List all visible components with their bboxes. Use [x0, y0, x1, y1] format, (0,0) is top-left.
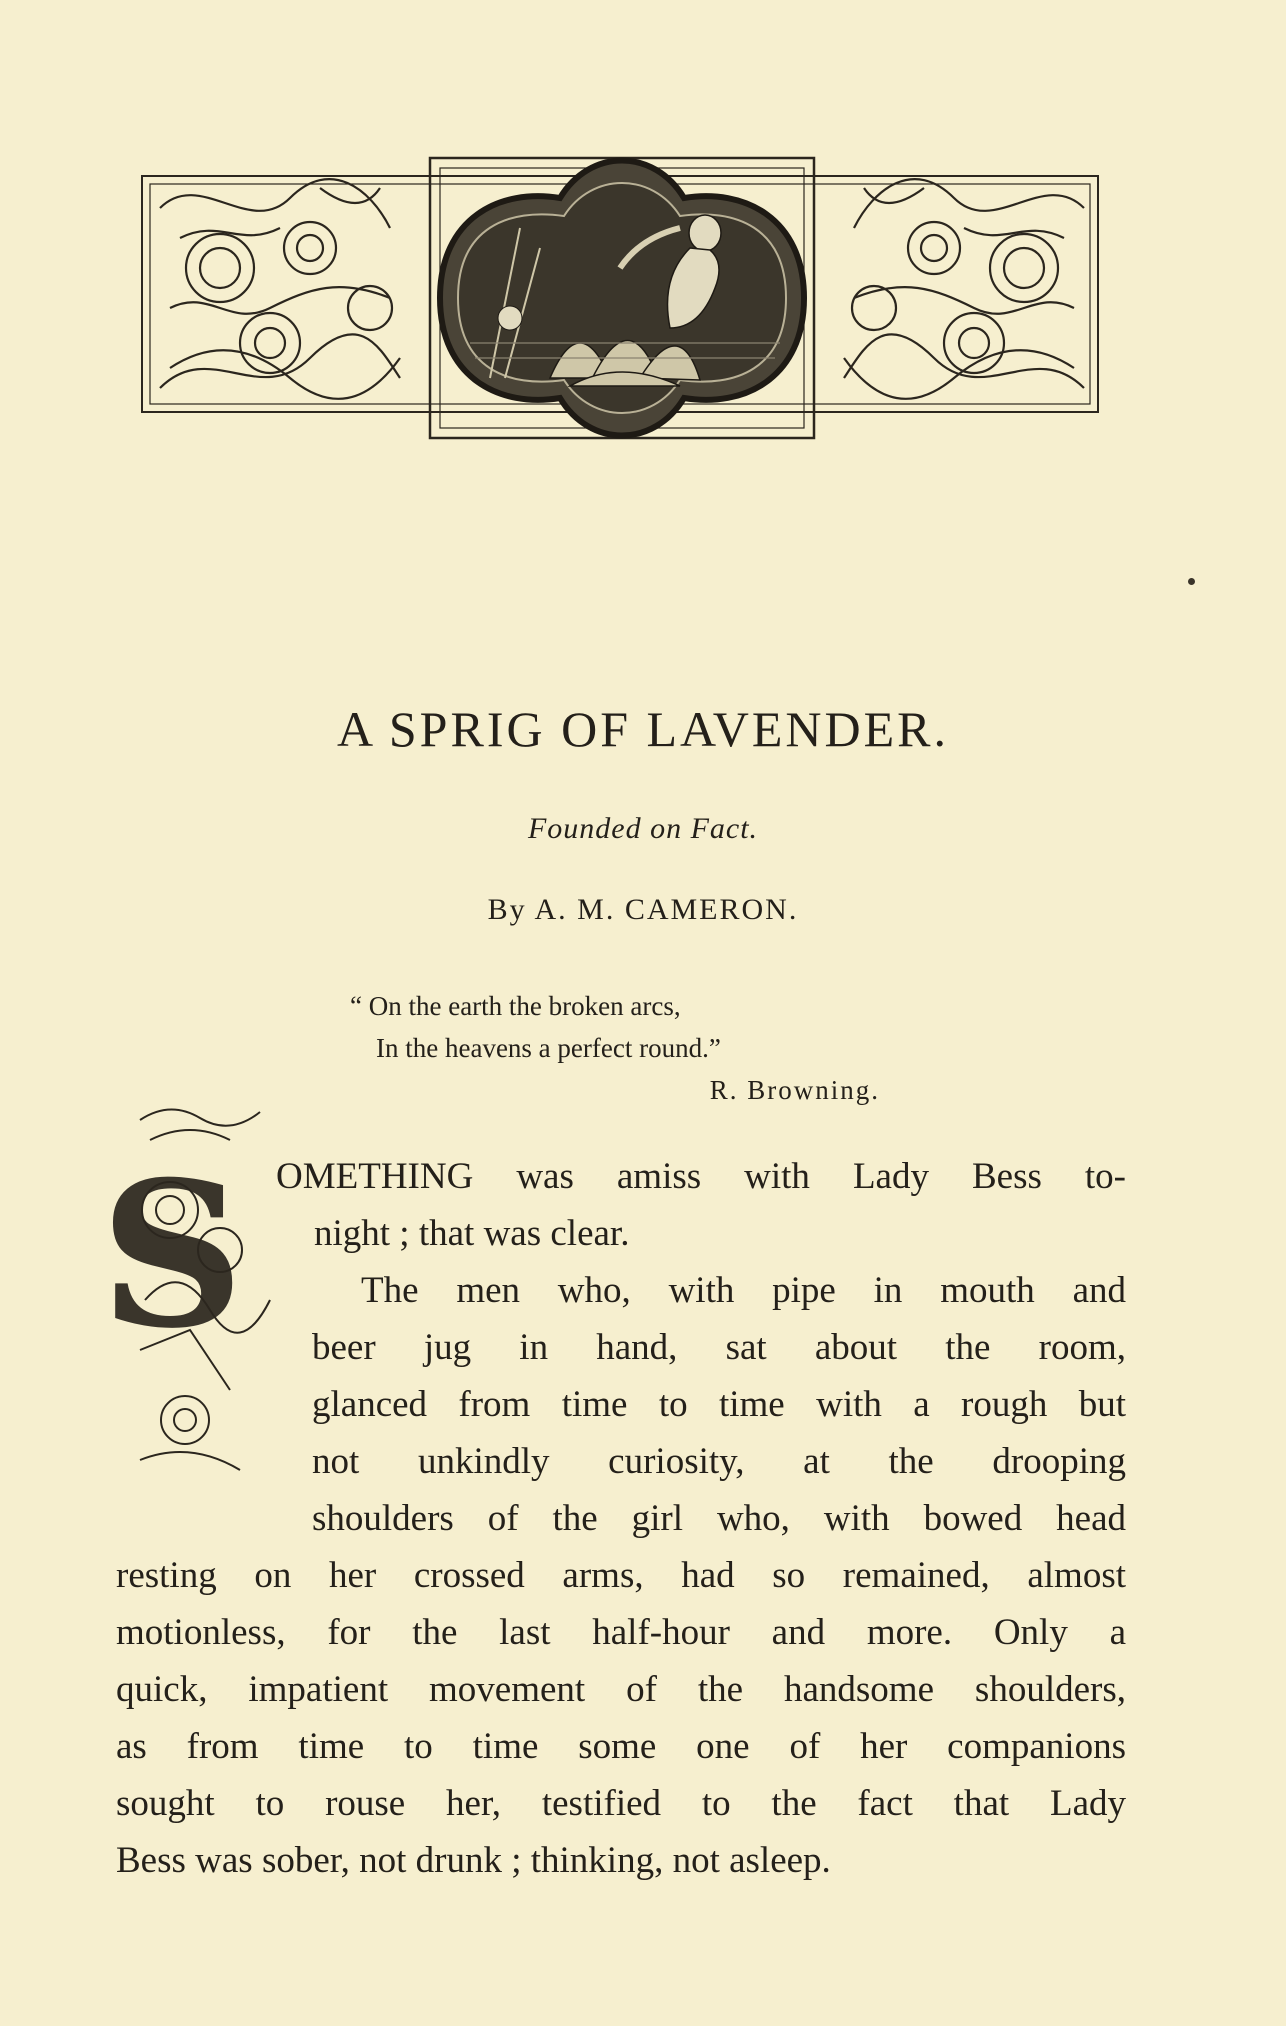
story-title: A SPRIG OF LAVENDER. — [337, 701, 949, 757]
body-line: motionless, for the last half-hour and more. Only a — [116, 1612, 1126, 1653]
body-line: quick, impatient movement of the handsome shoulders, — [116, 1669, 1126, 1710]
author-byline: By A. M. CAMERON. — [487, 893, 799, 926]
body-line: OMETHING was amiss with Lady Bess to- — [276, 1156, 1126, 1197]
epigraph-line: In the heavens a perfect round.” — [376, 1033, 721, 1063]
epigraph — [350, 985, 910, 1111]
body-line: Bess was sober, not drunk ; thinking, not asleep. — [116, 1840, 831, 1881]
story-subtitle: Founded on Fact. — [527, 812, 759, 845]
body-line: as from time to time some one of her companions — [116, 1726, 1126, 1767]
epigraph-line: “ On the earth the broken arcs, — [350, 991, 681, 1021]
body-line: sought to rouse her, testified to the fact that Lady — [116, 1783, 1126, 1824]
printing-speck — [1188, 578, 1195, 585]
body-line: not unkindly curiosity, at the drooping — [312, 1441, 1126, 1482]
body-line: beer jug in hand, sat about the room, — [312, 1327, 1126, 1368]
body-line: The men who, with pipe in mouth and — [361, 1270, 1126, 1311]
story-body — [116, 1148, 1126, 1889]
body-line: glanced from time to time with a rough but — [312, 1384, 1126, 1425]
body-line: shoulders of the girl who, with bowed head — [312, 1498, 1126, 1539]
dropcap-letter: S — [99, 1138, 245, 1373]
body-line: night ; that was clear. — [314, 1213, 630, 1254]
ornamental-headpiece — [140, 128, 1104, 468]
body-line: resting on her crossed arms, had so remained, almost — [116, 1555, 1126, 1596]
epigraph-attribution: R. Browning. — [709, 1075, 880, 1105]
